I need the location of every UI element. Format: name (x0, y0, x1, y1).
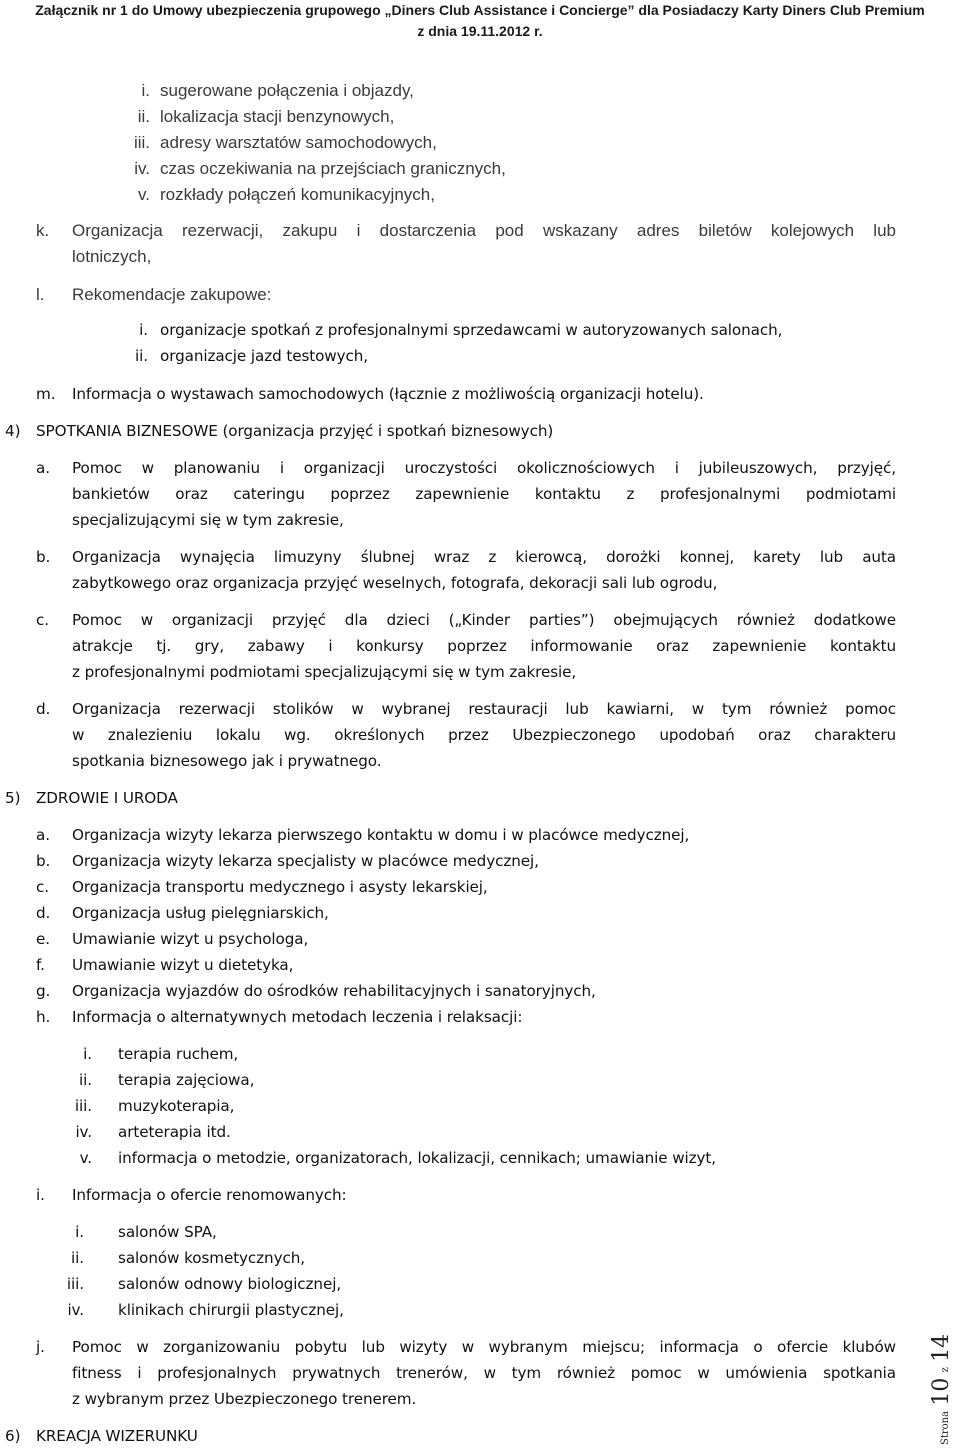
list-item-text: organizacje spotkań z profesjonalnymi sprzedawcami w autoryzowanych salonach, (160, 321, 783, 339)
item-text: Organizacja transportu medycznego i asysty lekarskiej, (72, 878, 488, 896)
item-text: Organizacja wizyty lekarza pierwszego kontaktu w domu i w placówce medycznej, (72, 826, 690, 844)
item-line: Organizacja rezerwacji stolików w wybranej restauracji lub kawiarni, w tym również pomoc (72, 700, 896, 718)
item-letter: a. (36, 826, 50, 844)
list-item-text: salonów kosmetycznych, (118, 1249, 305, 1267)
item-letter: i. (36, 1186, 45, 1204)
list-item-text: terapia ruchem, (118, 1045, 239, 1063)
section-heading: SPOTKANIA BIZNESOWE (organizacja przyjęć i spotkań biznesowych) (36, 422, 554, 440)
section-number: 5) (5, 789, 21, 807)
header-line-2: z dnia 19.11.2012 r. (417, 23, 543, 39)
item-letter: c. (36, 878, 49, 896)
item-text: Informacja o alternatywnych metodach leczenia i relaksacji: (72, 1008, 523, 1026)
item-text: Organizacja usług pielęgniarskich, (72, 904, 329, 922)
list-item-number: i. (75, 1223, 84, 1241)
item-letter: l. (36, 285, 45, 304)
list-item-text: adresy warsztatów samochodowych, (160, 133, 437, 152)
item-letter: m. (36, 385, 56, 403)
item-line: z profesjonalnymi podmiotami specjalizującymi się w tym zakresie, (72, 663, 577, 681)
item-line: atrakcje tj. gry, zabawy i konkursy poprzez informowanie oraz zapewnienie kontaktu (72, 637, 896, 655)
item-line: bankietów oraz cateringu poprzez zapewnienie kontaktu z profesjonalnymi podmiotami (72, 485, 896, 503)
list-item-number: v. (79, 1149, 92, 1167)
list-item-text: organizacje jazd testowych, (160, 347, 369, 365)
list-item-text: rozkłady połączeń komunikacyjnych, (160, 185, 435, 204)
footer-page: 10 (929, 1377, 954, 1406)
list-item-number: iii. (66, 1275, 84, 1293)
page-header (0, 0, 960, 42)
section-heading: ZDROWIE I URODA (36, 789, 178, 807)
item-line: spotkania biznesowego jak i prywatnego. (72, 752, 382, 770)
list-item-number: ii. (135, 347, 148, 365)
item-text: Organizacja wizyty lekarza specjalisty w placówce medycznej, (72, 852, 539, 870)
item-line: fitness i profesjonalnych prywatnych trenerów, w tym również pomoc w umówienia spotkania (72, 1364, 896, 1382)
item-letter: j. (36, 1338, 45, 1356)
item-text: Informacja o ofercie renomowanych: (72, 1186, 347, 1204)
item-letter: f. (36, 956, 45, 974)
list-item-text: informacja o metodzie, organizatorach, lokalizacji, cennikach; umawianie wizyt, (118, 1149, 716, 1167)
item-letter: c. (36, 611, 49, 629)
list-item-text: czas oczekiwania na przejściach granicznych, (160, 159, 506, 178)
item-line: Organizacja wynajęcia limuzyny ślubnej wraz z kierowcą, dorożki konnej, karety lub auta (72, 548, 896, 566)
list-item-number: i. (139, 321, 148, 339)
item-text: Umawianie wizyt u dietetyka, (72, 956, 294, 974)
item-letter: e. (36, 930, 50, 948)
item-line: z wybranym przez Ubezpieczonego trenerem. (72, 1390, 417, 1408)
list-item-text: salonów odnowy biologicznej, (118, 1275, 342, 1293)
item-line: Pomoc w zorganizowaniu pobytu lub wizyty w wybranym miejscu; informacja o ofercie klubów (72, 1338, 896, 1356)
list-item-text: sugerowane połączenia i objazdy, (160, 81, 414, 100)
item-letter: d. (36, 904, 51, 922)
list-item-number: v. (138, 185, 150, 204)
item-letter: h. (36, 1008, 51, 1026)
section-heading: KREACJA WIZERUNKU (36, 1427, 198, 1445)
item-line: Pomoc w planowaniu i organizacji uroczystości okolicznościowych i jubileuszowych, przyjęć, (72, 459, 896, 477)
list-item-number: iv. (75, 1123, 92, 1141)
footer-z: z (940, 1367, 951, 1373)
item-letter: b. (36, 548, 51, 566)
item-line: w znalezieniu lokalu wg. określonych przez Ubezpieczonego upodobań oraz charakteru (72, 726, 896, 744)
item-m-text: Informacja o wystawach samochodowych (łącznie z możliwością organizacji hotelu). (72, 385, 704, 403)
list-item-number: ii. (137, 107, 150, 126)
footer-strona: Strona (940, 1410, 951, 1445)
item-letter: d. (36, 700, 51, 718)
page-number-footer (930, 1325, 954, 1445)
list-item-number: iii. (74, 1097, 92, 1115)
list-item-text: terapia zajęciowa, (118, 1071, 255, 1089)
list-item-number: iv. (67, 1301, 84, 1319)
list-item-text: arteterapia itd. (118, 1123, 231, 1141)
item-letter: k. (36, 221, 50, 240)
item-text: Umawianie wizyt u psychologa, (72, 930, 309, 948)
item-letter: a. (36, 459, 50, 477)
item-letter: g. (36, 982, 51, 1000)
footer-total: 14 (929, 1333, 954, 1362)
list-item-text: muzykoterapia, (118, 1097, 235, 1115)
item-line: specjalizującymi się w tym zakresie, (72, 511, 344, 529)
item-text: Organizacja wyjazdów do ośrodków rehabilitacyjnych i sanatoryjnych, (72, 982, 596, 1000)
item-l-text: Rekomendacje zakupowe: (72, 285, 272, 304)
section-number: 4) (5, 422, 21, 440)
item-line: zabytkowego oraz organizacja przyjęć weselnych, fotografa, dekoracji sali lub ogrodu, (72, 574, 718, 592)
item-k-line-2: lotniczych, (72, 247, 152, 266)
item-k-line-1: Organizacja rezerwacji, zakupu i dostarczenia pod wskazany adres biletów kolejowych lub (72, 221, 896, 240)
list-item-number: iii. (133, 133, 150, 152)
list-item-number: i. (83, 1045, 92, 1063)
item-line: Pomoc w organizacji przyjęć dla dzieci („Kinder parties”) obejmujących również dodatkowe (72, 611, 896, 629)
list-item-text: klinikach chirurgii plastycznej, (118, 1301, 344, 1319)
list-item-number: ii. (79, 1071, 92, 1089)
item-letter: b. (36, 852, 51, 870)
list-item-number: ii. (71, 1249, 84, 1267)
section-number: 6) (5, 1427, 21, 1445)
list-item-number: iv. (134, 159, 150, 178)
list-item-text: lokalizacja stacji benzynowych, (160, 107, 395, 126)
header-line-1: Załącznik nr 1 do Umowy ubezpieczenia grupowego „Diners Club Assistance i Concierge” dla Posiadaczy Karty Diners Club Premium (35, 2, 925, 18)
list-item-number: i. (141, 81, 150, 100)
list-item-text: salonów SPA, (118, 1223, 217, 1241)
